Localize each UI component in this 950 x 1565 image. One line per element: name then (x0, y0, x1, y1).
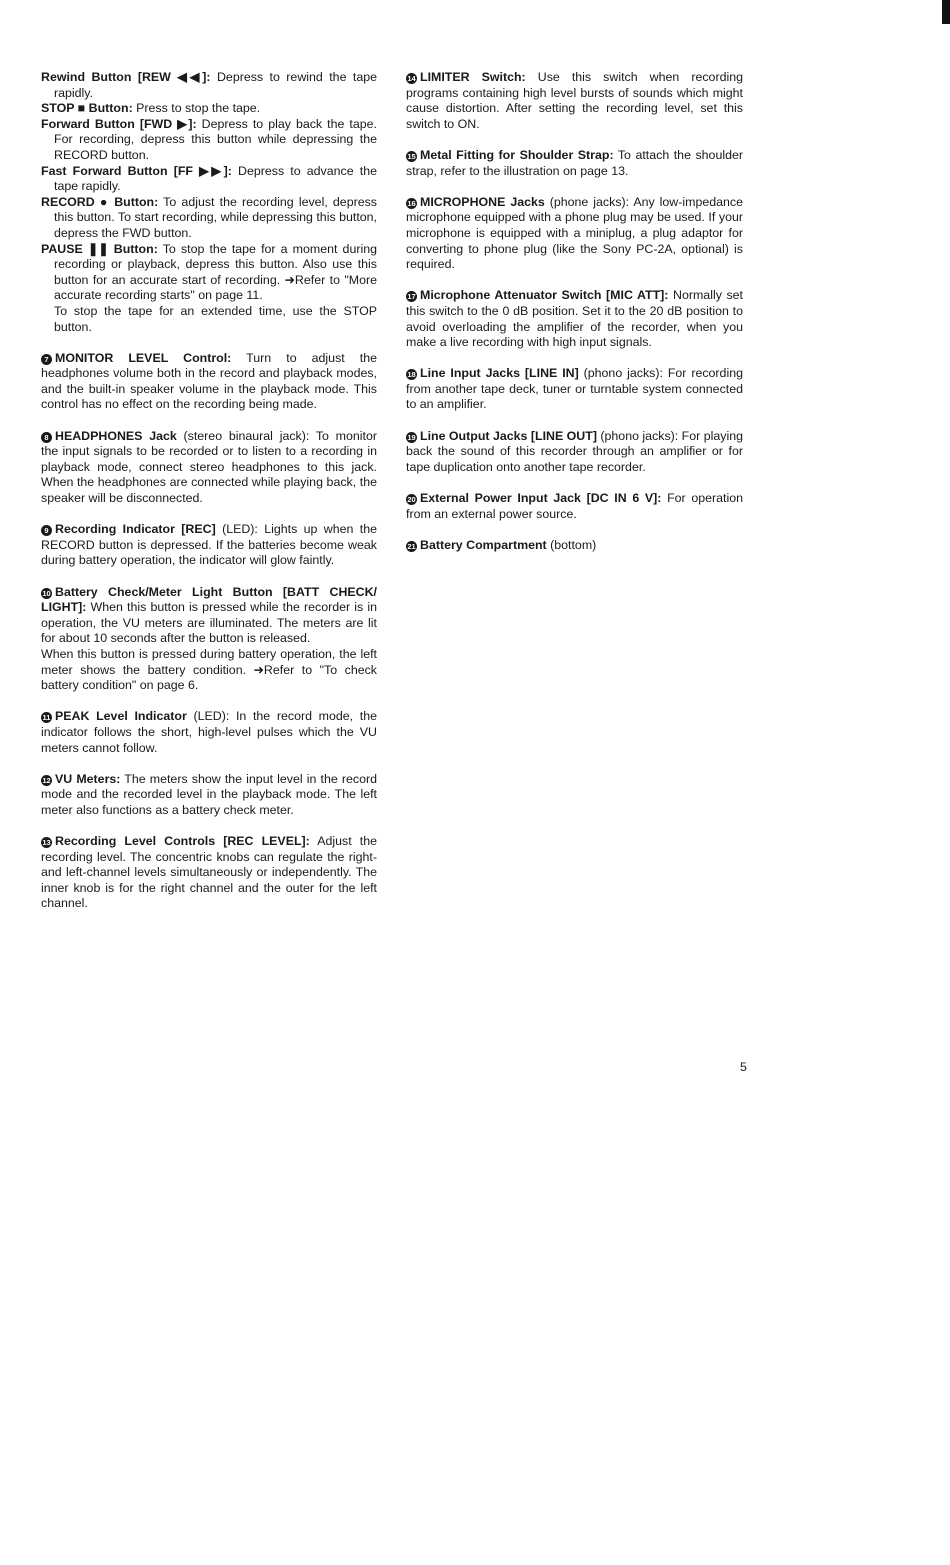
entry-text: (LED): Lights up when the RECORD button is depressed. If the batteries become weak during battery operation, the indicator will glow faintly. (41, 522, 377, 568)
pause-button-entry (41, 242, 377, 304)
page-number: 5 (740, 1060, 747, 1074)
entry-term: Metal Fitting for Shoulder Strap: (420, 147, 614, 162)
right-column (406, 70, 743, 553)
entry-term: MONITOR LEVEL Control: (55, 350, 232, 365)
item-7-monitor-level (41, 351, 377, 413)
left-column (41, 70, 377, 912)
item-10-battery-check (41, 585, 377, 647)
item-number-badge: 21 (407, 541, 416, 551)
item-20-external-power (406, 491, 743, 522)
entry-text: Press to stop the tape. (132, 101, 261, 116)
entry-text: To adjust the recording level, depress this button. To start recording, while depressing this button, depress the FWD button. (54, 194, 377, 240)
item-16-microphone-jacks (406, 195, 743, 273)
entry-text: Depress to play back the tape. For recording, depress this button while depressing the RECORD button. (54, 116, 377, 162)
item-9-recording-indicator (41, 522, 377, 569)
entry-text: (phone jacks): Any low-impedance microphone equipped with a phone plug may be used. If your microphone is equipped with a miniplug, a plug adaptor for converting to phone plug (like the Sony PC-2A, optional) is required. (406, 194, 743, 272)
entry-term: Recording Level Controls [REC LEVEL]: (55, 834, 310, 849)
item-number-badge: 11 (42, 713, 51, 723)
battery-check-note: When this button is pressed during battery operation, the left meter shows the battery condition. ➜Refer to "To check battery condition" on page 6. (41, 646, 377, 693)
entry-term: MICROPHONE Jacks (420, 194, 545, 209)
item-13-recording-level (41, 834, 377, 912)
entry-term: Forward Button [FWD ▶]: (41, 116, 197, 131)
entry-text: Normally set this switch to the 0 dB position. Set it to the 20 dB position to avoid overloading the amplifier of the recorder, when you make a live recording with high input signals. (406, 288, 744, 350)
entry-text: For operation from an external power source. (406, 491, 744, 521)
item-number-badge: 16 (407, 198, 416, 208)
item-number-badge: 9 (41, 525, 52, 536)
entry-term: PEAK Level Indicator (55, 709, 187, 724)
stop-button-entry (41, 101, 377, 117)
entry-text: (phono jacks): For recording from another tape deck, tuner or turntable system connected to an amplifier. (406, 366, 743, 412)
entry-text: To attach the shoulder strap, refer to the illustration on page 13. (406, 147, 743, 178)
entry-term: Battery Check/Meter Light Button [BATT CHECK/ LIGHT]: (41, 584, 377, 615)
item-19-line-output (406, 429, 743, 476)
pause-note: To stop the tape for an extended time, use the STOP button. (54, 303, 377, 334)
entry-term: HEADPHONES Jack (55, 428, 177, 443)
entry-term: PAUSE ❚❚ Button: (41, 241, 158, 256)
entry-term: VU Meters: (55, 771, 121, 786)
item-number-badge: 15 (407, 151, 416, 161)
entry-text: (bottom) (546, 537, 597, 552)
item-11-peak-indicator (41, 709, 377, 756)
record-button-entry (41, 195, 377, 242)
item-number-badge: 7 (41, 354, 52, 365)
entry-text: Use this switch when recording programs containing high level bursts of sounds which might cause distortion. After setting the recording level, set this switch to ON. (406, 70, 744, 131)
entry-term: Rewind Button [REW ◀◀]: (41, 70, 211, 84)
entry-text: Depress to advance the tape rapidly. (54, 163, 377, 194)
entry-text: The meters show the input level in the record mode and the recorded level in the playback mode. The left meter also functions as a battery check meter. (41, 771, 377, 817)
entry-term: Fast Forward Button [FF ▶▶]: (41, 163, 232, 178)
item-15-shoulder-strap (406, 148, 743, 179)
item-number-badge: 14 (407, 74, 416, 83)
entry-term: Line Input Jacks [LINE IN] (420, 366, 579, 381)
entry-text: Turn to adjust the headphones volume both in the record and playback modes, and the built-in speaker volume in the playback mode. This control has no effect on the recording being made. (41, 350, 378, 412)
item-14-limiter (406, 70, 743, 132)
item-number-badge: 12 (42, 775, 51, 785)
item-17-mic-attenuator (406, 288, 743, 350)
entry-text: Adjust the recording level. The concentric knobs can regulate the right- and left-channel levels simultaneously or independently. The inner knob is for the right channel and the outer for the left channel. (41, 834, 377, 911)
forward-button-entry (41, 117, 377, 164)
item-18-line-input (406, 366, 743, 413)
item-number-badge: 17 (407, 292, 416, 302)
entry-term: LIMITER Switch: (420, 70, 526, 84)
entry-text: (phono jacks): For playing back the sound of this recorder through an amplifier or for tape duplication onto another tape recorder. (406, 428, 743, 474)
item-number-badge: 19 (407, 432, 416, 442)
item-number-badge: 10 (42, 588, 51, 598)
entry-term: RECORD ● Button: (41, 194, 159, 209)
fast-forward-button-entry (41, 164, 377, 195)
item-12-vu-meters (41, 772, 377, 819)
item-number-badge: 18 (407, 370, 416, 380)
entry-term: STOP ■ Button: (41, 101, 133, 116)
item-21-battery-compartment (406, 538, 743, 554)
rewind-button-entry (41, 70, 377, 101)
item-number-badge: 8 (41, 432, 52, 443)
page-edge-mark (942, 0, 950, 24)
entry-term: Battery Compartment (420, 537, 547, 552)
entry-text: When this button is pressed while the recorder is in operation, the VU meters are illuminated. The meters are lit for about 10 seconds after the button is released. (41, 600, 377, 646)
entry-term: Line Output Jacks [LINE OUT] (420, 428, 597, 443)
item-number-badge: 20 (407, 495, 416, 505)
item-8-headphones-jack (41, 429, 377, 507)
entry-term: External Power Input Jack [DC IN 6 V]: (420, 491, 662, 506)
entry-text: Depress to rewind the tape rapidly. (54, 70, 378, 100)
entry-text: To stop the tape for a moment during recording or playback, depress this button. Also use this button for an accurate start of recording. ➜Refer to "More accurate recording starts" on page 11. (54, 241, 378, 303)
entry-text: (stereo binaural jack): To monitor the input signals to be recorded or to listen to a recording in playback mode, connect stereo headphones to this jack. When the headphones are connected while playing back, the speaker will be disconnected. (41, 428, 377, 506)
entry-text: (LED): In the record mode, the indicator follows the short, high-level pulses which the VU meters cannot follow. (41, 709, 377, 755)
entry-term: Recording Indicator [REC] (55, 522, 216, 537)
entry-term: Microphone Attenuator Switch [MIC ATT]: (420, 288, 669, 303)
item-number-badge: 13 (42, 838, 51, 848)
